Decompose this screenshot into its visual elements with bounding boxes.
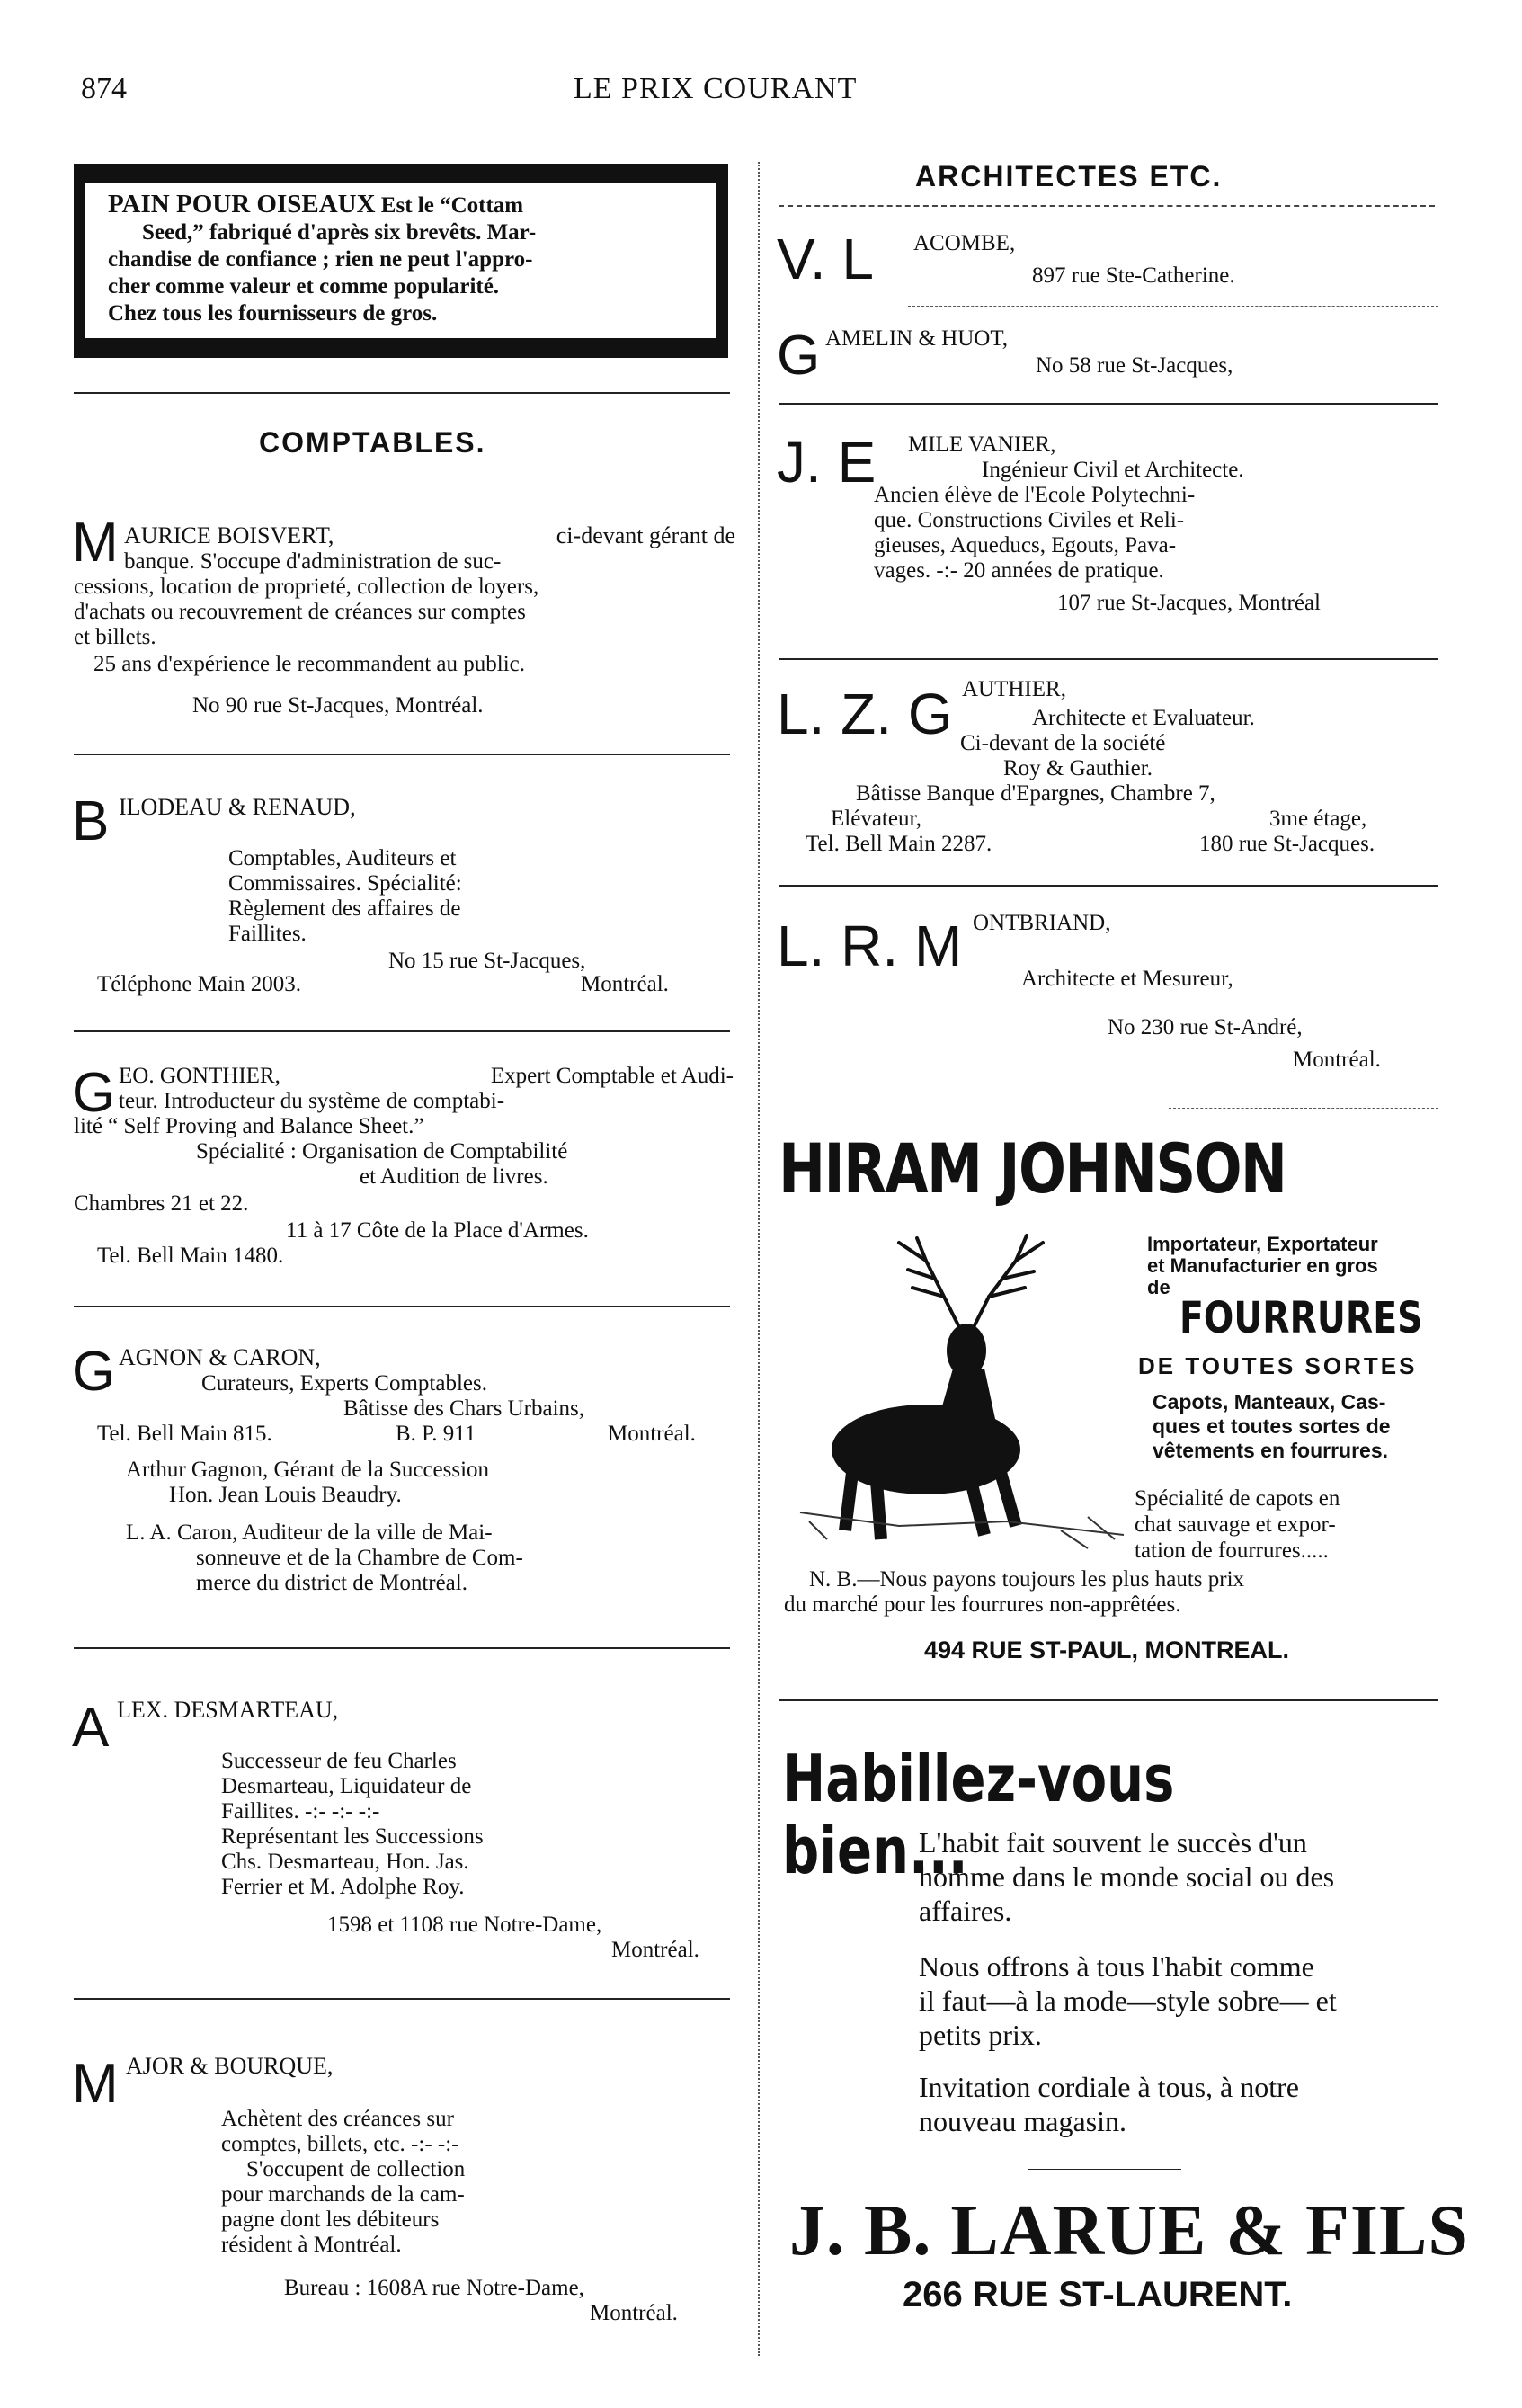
boisvert-address: No 90 rue St-Jacques, Montréal. (192, 693, 484, 718)
gauthier-address: 180 rue St-Jacques. (1199, 832, 1375, 856)
box-bottom-bar (74, 338, 728, 358)
box-ad-line-2: chandise de confiance ; rien ne peut l'appro- (108, 247, 533, 272)
box-right-bar (716, 183, 728, 338)
major-initial: M (72, 2053, 119, 2115)
johnson-specialty-2: tation de fourrures..... (1135, 1538, 1329, 1563)
johnson-intro-0: Importateur, Exportateur (1147, 1233, 1378, 1255)
desmarteau-line-3: Représentant les Successions (221, 1824, 484, 1849)
divider (779, 1699, 1438, 1701)
box-ad (108, 191, 701, 327)
box-left-bar (74, 183, 85, 338)
bilodeau-name: ILODEAU & RENAUD, (119, 794, 356, 820)
desmarteau-line-4: Chs. Desmarteau, Hon. Jas. (221, 1850, 469, 1874)
bilodeau-initial: B (72, 790, 110, 852)
divider (74, 1998, 730, 2000)
divider (74, 754, 730, 755)
johnson-specialty-0: Spécialité de capots en (1135, 1486, 1340, 1511)
box-ad-line-1: Seed,” fabriqué d'après six brevêts. Mar- (142, 220, 537, 245)
johnson-product: FOURRURES (1179, 1293, 1423, 1343)
larue-p1-0: L'habit fait souvent le succès d'un (919, 1826, 1307, 1859)
bilodeau-address: No 15 rue St-Jacques, (388, 949, 586, 973)
johnson-intro-2: de (1147, 1276, 1170, 1298)
montbriand-name: ONTBRIAND, (973, 911, 1111, 935)
gagnon-extra-3: sonneuve et de la Chambre de Com- (196, 1546, 523, 1570)
desmarteau-address: 1598 et 1108 rue Notre-Dame, (327, 1913, 602, 1937)
johnson-product-sub: DE TOUTES SORTES (1138, 1352, 1418, 1379)
gauthier-line-0: Architecte et Evaluateur. (1032, 706, 1255, 730)
gonthier-line-2: lité “ Self Proving and Balance Sheet.” (74, 1114, 424, 1138)
vanier-line-1: Ancien élève de l'Ecole Polytechni- (874, 483, 1196, 507)
gagnon-city: Montréal. (608, 1422, 696, 1446)
johnson-specialty (1135, 1485, 1340, 1564)
gagnon-extra-4: merce du district de Montréal. (196, 1571, 467, 1595)
larue-p1 (919, 1825, 1334, 1928)
gauthier-floor: 3me étage, (1269, 807, 1367, 831)
boisvert-name: AURICE BOISVERT, (124, 522, 334, 548)
larue-p1-1: homme dans le monde social ou des (919, 1860, 1335, 1893)
larue-p1-2: affaires. (919, 1895, 1012, 1927)
dashed-divider (779, 205, 1435, 207)
johnson-note-0: N. B.—Nous payons toujours les plus hauts prix (809, 1567, 1245, 1592)
gagnon-initial: G (72, 1341, 116, 1403)
major-address: Bureau : 1608A rue Notre-Dame, (284, 2276, 584, 2300)
divider (74, 1647, 730, 1649)
gauthier-line-1: Ci-devant de la société (960, 731, 1166, 755)
vanier-line-4: vages. -:- 20 années de pratique. (874, 558, 1164, 583)
divider (74, 392, 730, 394)
larue-p3-0: Invitation cordiale à tous, à notre (919, 2071, 1299, 2103)
gagnon-tel: Tel. Bell Main 815. (97, 1422, 272, 1446)
boisvert-line-5: 25 ans d'expérience le recommandent au public. (93, 652, 526, 676)
johnson-address: 494 RUE ST-PAUL, MONTREAL. (924, 1637, 1290, 1663)
major-line-1: comptes, billets, etc. -:- -:- (221, 2132, 459, 2156)
gauthier-line-2: Roy & Gauthier. (1003, 756, 1153, 780)
johnson-intro (1147, 1234, 1378, 1298)
page-number: 874 (81, 72, 127, 105)
gonthier-name: EO. GONTHIER, (119, 1064, 280, 1088)
short-divider (1028, 2169, 1181, 2170)
gonthier-line-5: Chambres 21 et 22. (74, 1191, 249, 1216)
divider (779, 658, 1438, 660)
larue-p3-1: nouveau magasin. (919, 2105, 1127, 2137)
section-title-architectes: ARCHITECTES ETC. (915, 160, 1223, 192)
divider (779, 885, 1438, 887)
vanier-line-0: Ingénieur Civil et Architecte. (982, 458, 1244, 482)
desmarteau-line-5: Ferrier et M. Adolphe Roy. (221, 1875, 465, 1899)
page-title: LE PRIX COURANT (574, 72, 858, 105)
bilodeau-line-1: Commissaires. Spécialité: (228, 871, 462, 896)
larue-p3 (919, 2070, 1299, 2138)
major-line-0: Achètent des créances sur (221, 2107, 454, 2131)
johnson-items (1153, 1390, 1391, 1463)
boisvert-entry (124, 522, 735, 549)
major-line-2: S'occupent de collection (246, 2157, 466, 2181)
divider (74, 1030, 730, 1032)
divider (74, 1306, 730, 1307)
bilodeau-line-0: Comptables, Auditeurs et (228, 846, 457, 870)
box-ad-headline: PAIN POUR OISEAUX (108, 190, 376, 219)
major-name: AJOR & BOURQUE, (126, 2053, 334, 2079)
boisvert-initial: M (72, 512, 119, 574)
gauthier-tel: Tel. Bell Main 2287. (806, 832, 992, 856)
gagnon-extra-1: Hon. Jean Louis Beaudry. (169, 1483, 402, 1507)
larue-headline: Habillez-vous bien... (782, 1741, 1175, 1888)
column-divider (758, 162, 761, 2356)
box-ad-line-3: cher comme valeur et comme popularité. (108, 274, 500, 299)
bilodeau-line-3: Faillites. (228, 922, 307, 946)
lacombe-address: 897 rue Ste-Catherine. (1032, 263, 1235, 288)
bilodeau-line-2: Règlement des affaires de (228, 896, 461, 921)
johnson-item-1: ques et toutes sortes de (1153, 1414, 1391, 1438)
montbriand-line: Architecte et Mesureur, (1021, 967, 1233, 991)
gagnon-bp: B. P. 911 (396, 1422, 476, 1446)
vanier-initials: J. E (777, 430, 877, 495)
gamelin-address: No 58 rue St-Jacques, (1036, 353, 1233, 378)
johnson-item-0: Capots, Manteaux, Cas- (1153, 1390, 1386, 1414)
montbriand-city: Montréal. (1293, 1048, 1381, 1072)
gauthier-initials: L. Z. G (777, 682, 953, 746)
boisvert-line-2: cessions, location de proprieté, collection de loyers, (74, 575, 539, 599)
major-line-4: pagne dont les débiteurs (221, 2207, 440, 2232)
desmarteau-line-2: Faillites. -:- -:- -:- (221, 1799, 380, 1824)
johnson-title: HIRAM JOHNSON (779, 1128, 1286, 1208)
desmarteau-city: Montréal. (611, 1938, 699, 1962)
vanier-line-2: que. Constructions Civiles et Reli- (874, 508, 1185, 532)
desmarteau-initial: A (72, 1697, 110, 1759)
gonthier-line-7: Tel. Bell Main 1480. (97, 1244, 284, 1268)
gonthier-line-1: teur. Introducteur du système de comptabi- (119, 1089, 505, 1113)
gagnon-name: AGNON & CARON, (119, 1344, 321, 1370)
gamelin-initial: G (777, 325, 821, 387)
divider (779, 403, 1438, 405)
major-line-5: résident à Montréal. (221, 2233, 402, 2257)
larue-p2-1: il faut—à la mode—style sobre— et (919, 1984, 1337, 2017)
gauthier-line-3: Bâtisse Banque d'Epargnes, Chambre 7, (856, 781, 1215, 806)
montbriand-initials: L. R. M (777, 914, 963, 978)
dashed-divider (908, 306, 1438, 307)
gonthier-line-6: 11 à 17 Côte de la Place d'Armes. (286, 1218, 589, 1243)
gonthier-line-0: Expert Comptable et Audi- (490, 1064, 734, 1088)
lacombe-name: ACOMBE, (913, 231, 1016, 255)
larue-name: J. B. LARUE & FILS (789, 2191, 1469, 2270)
gagnon-extra-2: L. A. Caron, Auditeur de la ville de Mai- (126, 1521, 493, 1545)
gagnon-line-1: Bâtisse des Chars Urbains, (343, 1396, 585, 1421)
vanier-address: 107 rue St-Jacques, Montréal (1057, 591, 1321, 615)
boisvert-line-1: banque. S'occupe d'administration de suc- (124, 549, 502, 574)
johnson-note-1: du marché pour les fourrures non-apprêtées. (784, 1592, 1181, 1617)
gagnon-line-0: Curateurs, Experts Comptables. (201, 1371, 487, 1396)
gonthier-line-3: Spécialité : Organisation de Comptabilité (196, 1139, 568, 1164)
section-title-comptables: COMPTABLES. (259, 426, 486, 459)
major-city: Montréal. (590, 2301, 678, 2325)
vanier-line-3: gieuses, Aqueducs, Egouts, Pava- (874, 533, 1177, 557)
major-line-3: pour marchands de la cam- (221, 2182, 465, 2207)
larue-p2-2: petits prix. (919, 2019, 1042, 2051)
larue-p2-0: Nous offrons à tous l'habit comme (919, 1950, 1314, 1983)
johnson-specialty-1: chat sauvage et expor- (1135, 1512, 1336, 1537)
gagnon-extra-0: Arthur Gagnon, Gérant de la Succession (126, 1458, 490, 1482)
dashed-divider (1169, 1108, 1438, 1109)
larue-address: 266 RUE ST-LAURENT. (903, 2275, 1293, 2314)
gonthier-initial: G (72, 1062, 116, 1124)
boisvert-line-4: et billets. (74, 625, 156, 649)
gauthier-elevator: Elévateur, (831, 807, 922, 831)
montbriand-address: No 230 rue St-André, (1108, 1015, 1303, 1039)
box-ad-line-4: Chez tous les fournisseurs de gros. (108, 301, 438, 326)
larue-p2 (919, 1949, 1337, 2052)
johnson-intro-1: et Manufacturier en gros (1147, 1254, 1378, 1277)
boisvert-line-0: ci-devant gérant de (556, 522, 735, 548)
desmarteau-name: LEX. DESMARTEAU, (117, 1697, 339, 1723)
box-top-bar (74, 164, 728, 183)
gonthier-entry (119, 1063, 734, 1090)
gonthier-line-4: et Audition de livres. (360, 1164, 548, 1189)
gauthier-name: AUTHIER, (962, 677, 1066, 701)
lacombe-initials: V. L (777, 227, 874, 291)
johnson-item-2: vêtements en fourrures. (1153, 1439, 1389, 1462)
bilodeau-phone: Téléphone Main 2003. (97, 972, 302, 996)
box-ad-line-0: Est le “Cottam (380, 193, 524, 218)
desmarteau-line-1: Desmarteau, Liquidateur de (221, 1774, 472, 1798)
desmarteau-line-0: Successeur de feu Charles (221, 1749, 457, 1773)
bilodeau-city: Montréal. (581, 972, 669, 996)
deer-illustration (791, 1225, 1133, 1557)
boisvert-line-3: d'achats ou recouvrement de créances sur comptes (74, 600, 526, 624)
gamelin-name: AMELIN & HUOT, (825, 326, 1008, 351)
vanier-name: MILE VANIER, (908, 433, 1056, 457)
